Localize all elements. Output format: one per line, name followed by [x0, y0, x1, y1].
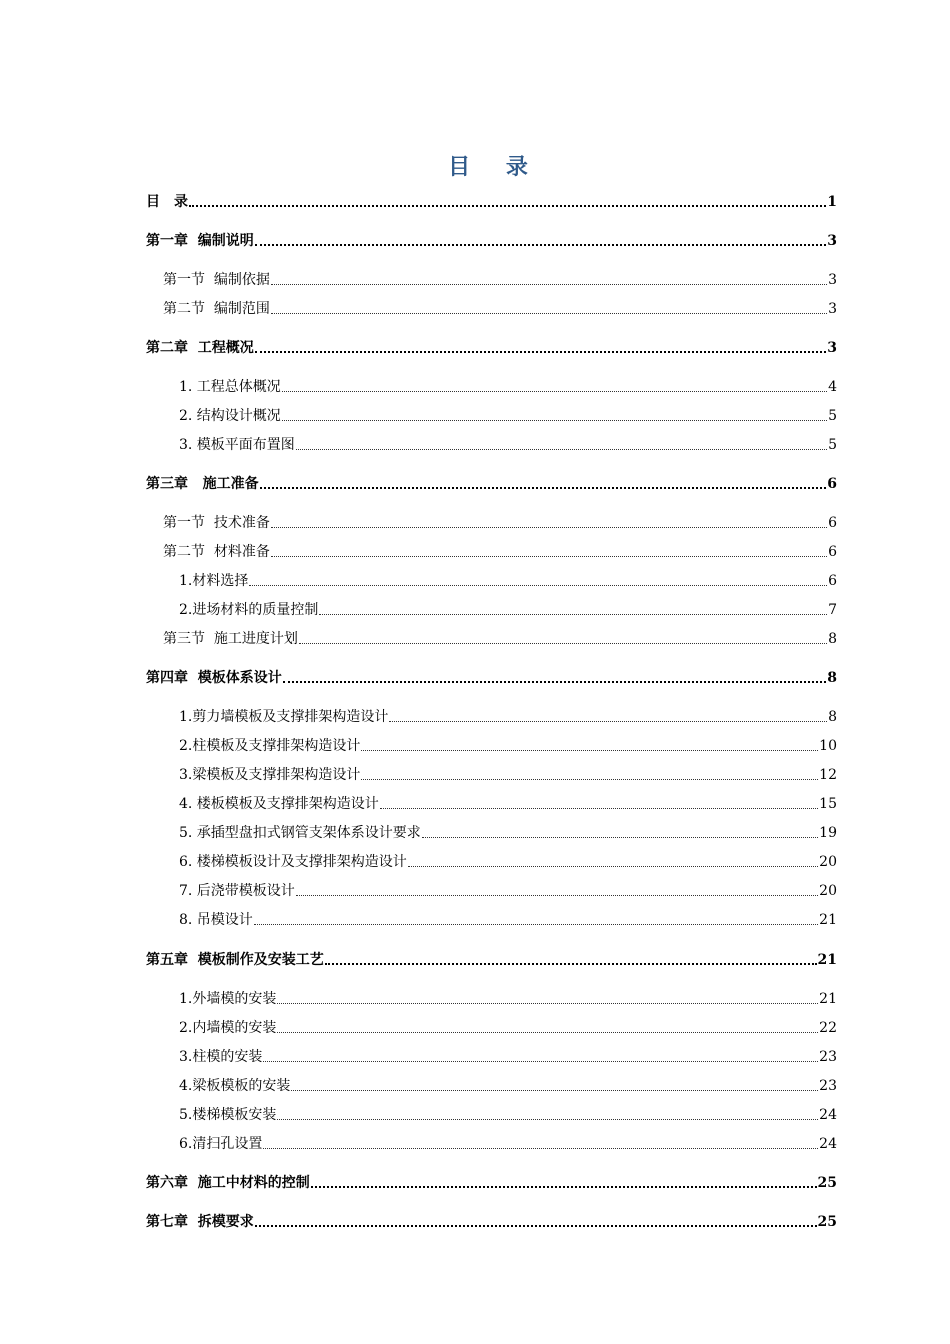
toc-entry-page-number: 3 [828, 301, 837, 317]
toc-entry-label: 第六章 施工中材料的控制 [146, 1175, 310, 1191]
toc-chapter-entry[interactable] [146, 1211, 837, 1231]
toc-entry-label: 1. 工程总体概况 [179, 379, 281, 395]
dot-leader [361, 750, 818, 751]
dot-leader [380, 808, 818, 809]
toc-entry-label: 第七章 拆模要求 [146, 1214, 254, 1230]
toc-entry-page-number: 7 [828, 602, 837, 618]
toc-entry-page-number: 3 [827, 340, 837, 356]
dot-leader [408, 866, 818, 867]
toc-entry-page-number: 5 [828, 408, 837, 424]
toc-title: 目 录 [448, 154, 542, 180]
toc-entry-page-number: 15 [819, 796, 837, 812]
toc-entry-label: 第三章 施工准备 [146, 476, 259, 492]
toc-entry-page-number: 23 [819, 1078, 837, 1094]
dot-leader [249, 585, 827, 586]
dot-leader [263, 1061, 818, 1062]
dot-leader [277, 1032, 818, 1033]
toc-entry[interactable] [179, 1075, 837, 1095]
dot-leader [271, 284, 827, 285]
toc-entry-label: 8. 吊模设计 [179, 912, 253, 928]
toc-entry-page-number: 6 [828, 544, 837, 560]
toc-entry-label: 2. 结构设计概况 [179, 408, 281, 424]
toc-entry[interactable] [163, 512, 837, 532]
toc-entry[interactable] [179, 793, 837, 813]
toc-entry-page-number: 4 [828, 379, 837, 395]
dot-leader [271, 527, 827, 528]
toc-entry-label: 第二节 编制范围 [163, 301, 270, 317]
toc-entry-label: 第一节 编制依据 [163, 272, 270, 288]
toc-entry[interactable] [163, 541, 837, 561]
dot-leader [255, 351, 827, 353]
dot-leader [254, 924, 818, 925]
toc-entry-label: 2.内墙模的安装 [179, 1020, 277, 1036]
toc-entry-label: 4.梁板模板的安装 [179, 1078, 291, 1094]
toc-entry[interactable] [179, 822, 837, 842]
toc-entry[interactable] [179, 1017, 837, 1037]
toc-chapter-entry[interactable] [146, 230, 837, 250]
toc-entry-label: 2.柱模板及支撑排架构造设计 [179, 738, 361, 754]
toc-entry[interactable] [179, 376, 837, 396]
toc-chapter-entry[interactable] [146, 337, 837, 357]
toc-entry[interactable] [179, 909, 837, 929]
toc-entry-page-number: 12 [819, 767, 837, 783]
toc-entry[interactable] [163, 298, 837, 318]
toc-entry[interactable] [179, 1046, 837, 1066]
toc-entry-label: 目 录 [146, 194, 188, 210]
dot-leader [389, 721, 827, 722]
dot-leader [263, 1148, 818, 1149]
toc-entry-label: 3.柱模的安装 [179, 1049, 263, 1065]
toc-entry[interactable] [163, 628, 837, 648]
dot-leader [319, 614, 827, 615]
toc-entry-page-number: 8 [828, 709, 837, 725]
toc-entry-page-number: 24 [819, 1136, 837, 1152]
toc-entry-label: 第二节 材料准备 [163, 544, 270, 560]
dot-leader [311, 1186, 817, 1188]
toc-entry[interactable] [179, 1133, 837, 1153]
toc-chapter-entry[interactable] [146, 473, 837, 493]
toc-entry-label: 1.外墙模的安装 [179, 991, 277, 1007]
toc-entry-label: 第二章 工程概况 [146, 340, 254, 356]
toc-entry-page-number: 8 [828, 631, 837, 647]
dot-leader [325, 963, 817, 965]
toc-entry[interactable] [179, 880, 837, 900]
dot-leader [361, 779, 818, 780]
toc-entry[interactable] [179, 434, 837, 454]
toc-entry-page-number: 21 [817, 952, 837, 968]
toc-entry-label: 第三节 施工进度计划 [163, 631, 298, 647]
toc-entry-label: 2.进场材料的质量控制 [179, 602, 319, 618]
dot-leader [422, 837, 818, 838]
toc-entry-page-number: 8 [827, 670, 837, 686]
toc-entry-page-number: 3 [828, 272, 837, 288]
toc-entry[interactable] [179, 706, 837, 726]
dot-leader [282, 420, 827, 421]
toc-entry-page-number: 24 [819, 1107, 837, 1123]
toc-entry-page-number: 20 [819, 883, 837, 899]
dot-leader [299, 643, 827, 644]
toc-chapter-entry[interactable] [146, 191, 837, 211]
dot-leader [277, 1119, 818, 1120]
toc-entry-page-number: 19 [819, 825, 837, 841]
dot-leader [282, 391, 827, 392]
toc-entry[interactable] [179, 1104, 837, 1124]
dot-leader [255, 1225, 817, 1227]
toc-entry-page-number: 25 [817, 1175, 837, 1191]
dot-leader [255, 244, 827, 246]
toc-entry-page-number: 1 [827, 194, 837, 210]
toc-entry-page-number: 6 [828, 515, 837, 531]
toc-entry-page-number: 22 [819, 1020, 837, 1036]
toc-entry-page-number: 5 [828, 437, 837, 453]
toc-entry[interactable] [179, 599, 837, 619]
toc-entry-page-number: 21 [819, 912, 837, 928]
toc-entry-page-number: 23 [819, 1049, 837, 1065]
toc-entry-page-number: 20 [819, 854, 837, 870]
dot-leader [296, 449, 827, 450]
dot-leader [283, 681, 827, 683]
toc-entry-page-number: 6 [828, 573, 837, 589]
toc-entry-label: 7. 后浇带模板设计 [179, 883, 295, 899]
dot-leader [277, 1003, 818, 1004]
toc-entry-page-number: 21 [819, 991, 837, 1007]
toc-entry-label: 4. 楼板模板及支撑排架构造设计 [179, 796, 379, 812]
toc-entry-label: 3. 模板平面布置图 [179, 437, 295, 453]
dot-leader [271, 313, 827, 314]
toc-entry-label: 6. 楼梯模板设计及支撑排架构造设计 [179, 854, 407, 870]
dot-leader [291, 1090, 818, 1091]
toc-entry-page-number: 25 [817, 1214, 837, 1230]
toc-entry[interactable] [179, 851, 837, 871]
toc-entry-label: 第一节 技术准备 [163, 515, 270, 531]
toc-chapter-entry[interactable] [146, 949, 837, 969]
toc-entry-label: 1.剪力墙模板及支撑排架构造设计 [179, 709, 389, 725]
dot-leader [189, 205, 826, 207]
dot-leader [271, 556, 827, 557]
toc-entry-label: 5. 承插型盘扣式钢管支架体系设计要求 [179, 825, 421, 841]
toc-chapter-entry[interactable] [146, 1172, 837, 1192]
toc-entry-label: 3.梁模板及支撑排架构造设计 [179, 767, 361, 783]
toc-entry-page-number: 10 [819, 738, 837, 754]
toc-entry-label: 第四章 模板体系设计 [146, 670, 282, 686]
dot-leader [260, 487, 827, 489]
toc-entry-label: 第五章 模板制作及安装工艺 [146, 952, 324, 968]
toc-entry[interactable] [179, 570, 837, 590]
dot-leader [296, 895, 818, 896]
toc-entry[interactable] [179, 405, 837, 425]
toc-entry[interactable] [179, 735, 837, 755]
toc-entry[interactable] [163, 269, 837, 289]
toc-entry-label: 第一章 编制说明 [146, 233, 254, 249]
toc-entry-page-number: 3 [827, 233, 837, 249]
toc-entry-label: 5.楼梯模板安装 [179, 1107, 277, 1123]
toc-entry[interactable] [179, 988, 837, 1008]
toc-entry-label: 6.清扫孔设置 [179, 1136, 263, 1152]
toc-entry[interactable] [179, 764, 837, 784]
toc-entry-label: 1.材料选择 [179, 573, 249, 589]
toc-entry-page-number: 6 [827, 476, 837, 492]
toc-chapter-entry[interactable] [146, 667, 837, 687]
